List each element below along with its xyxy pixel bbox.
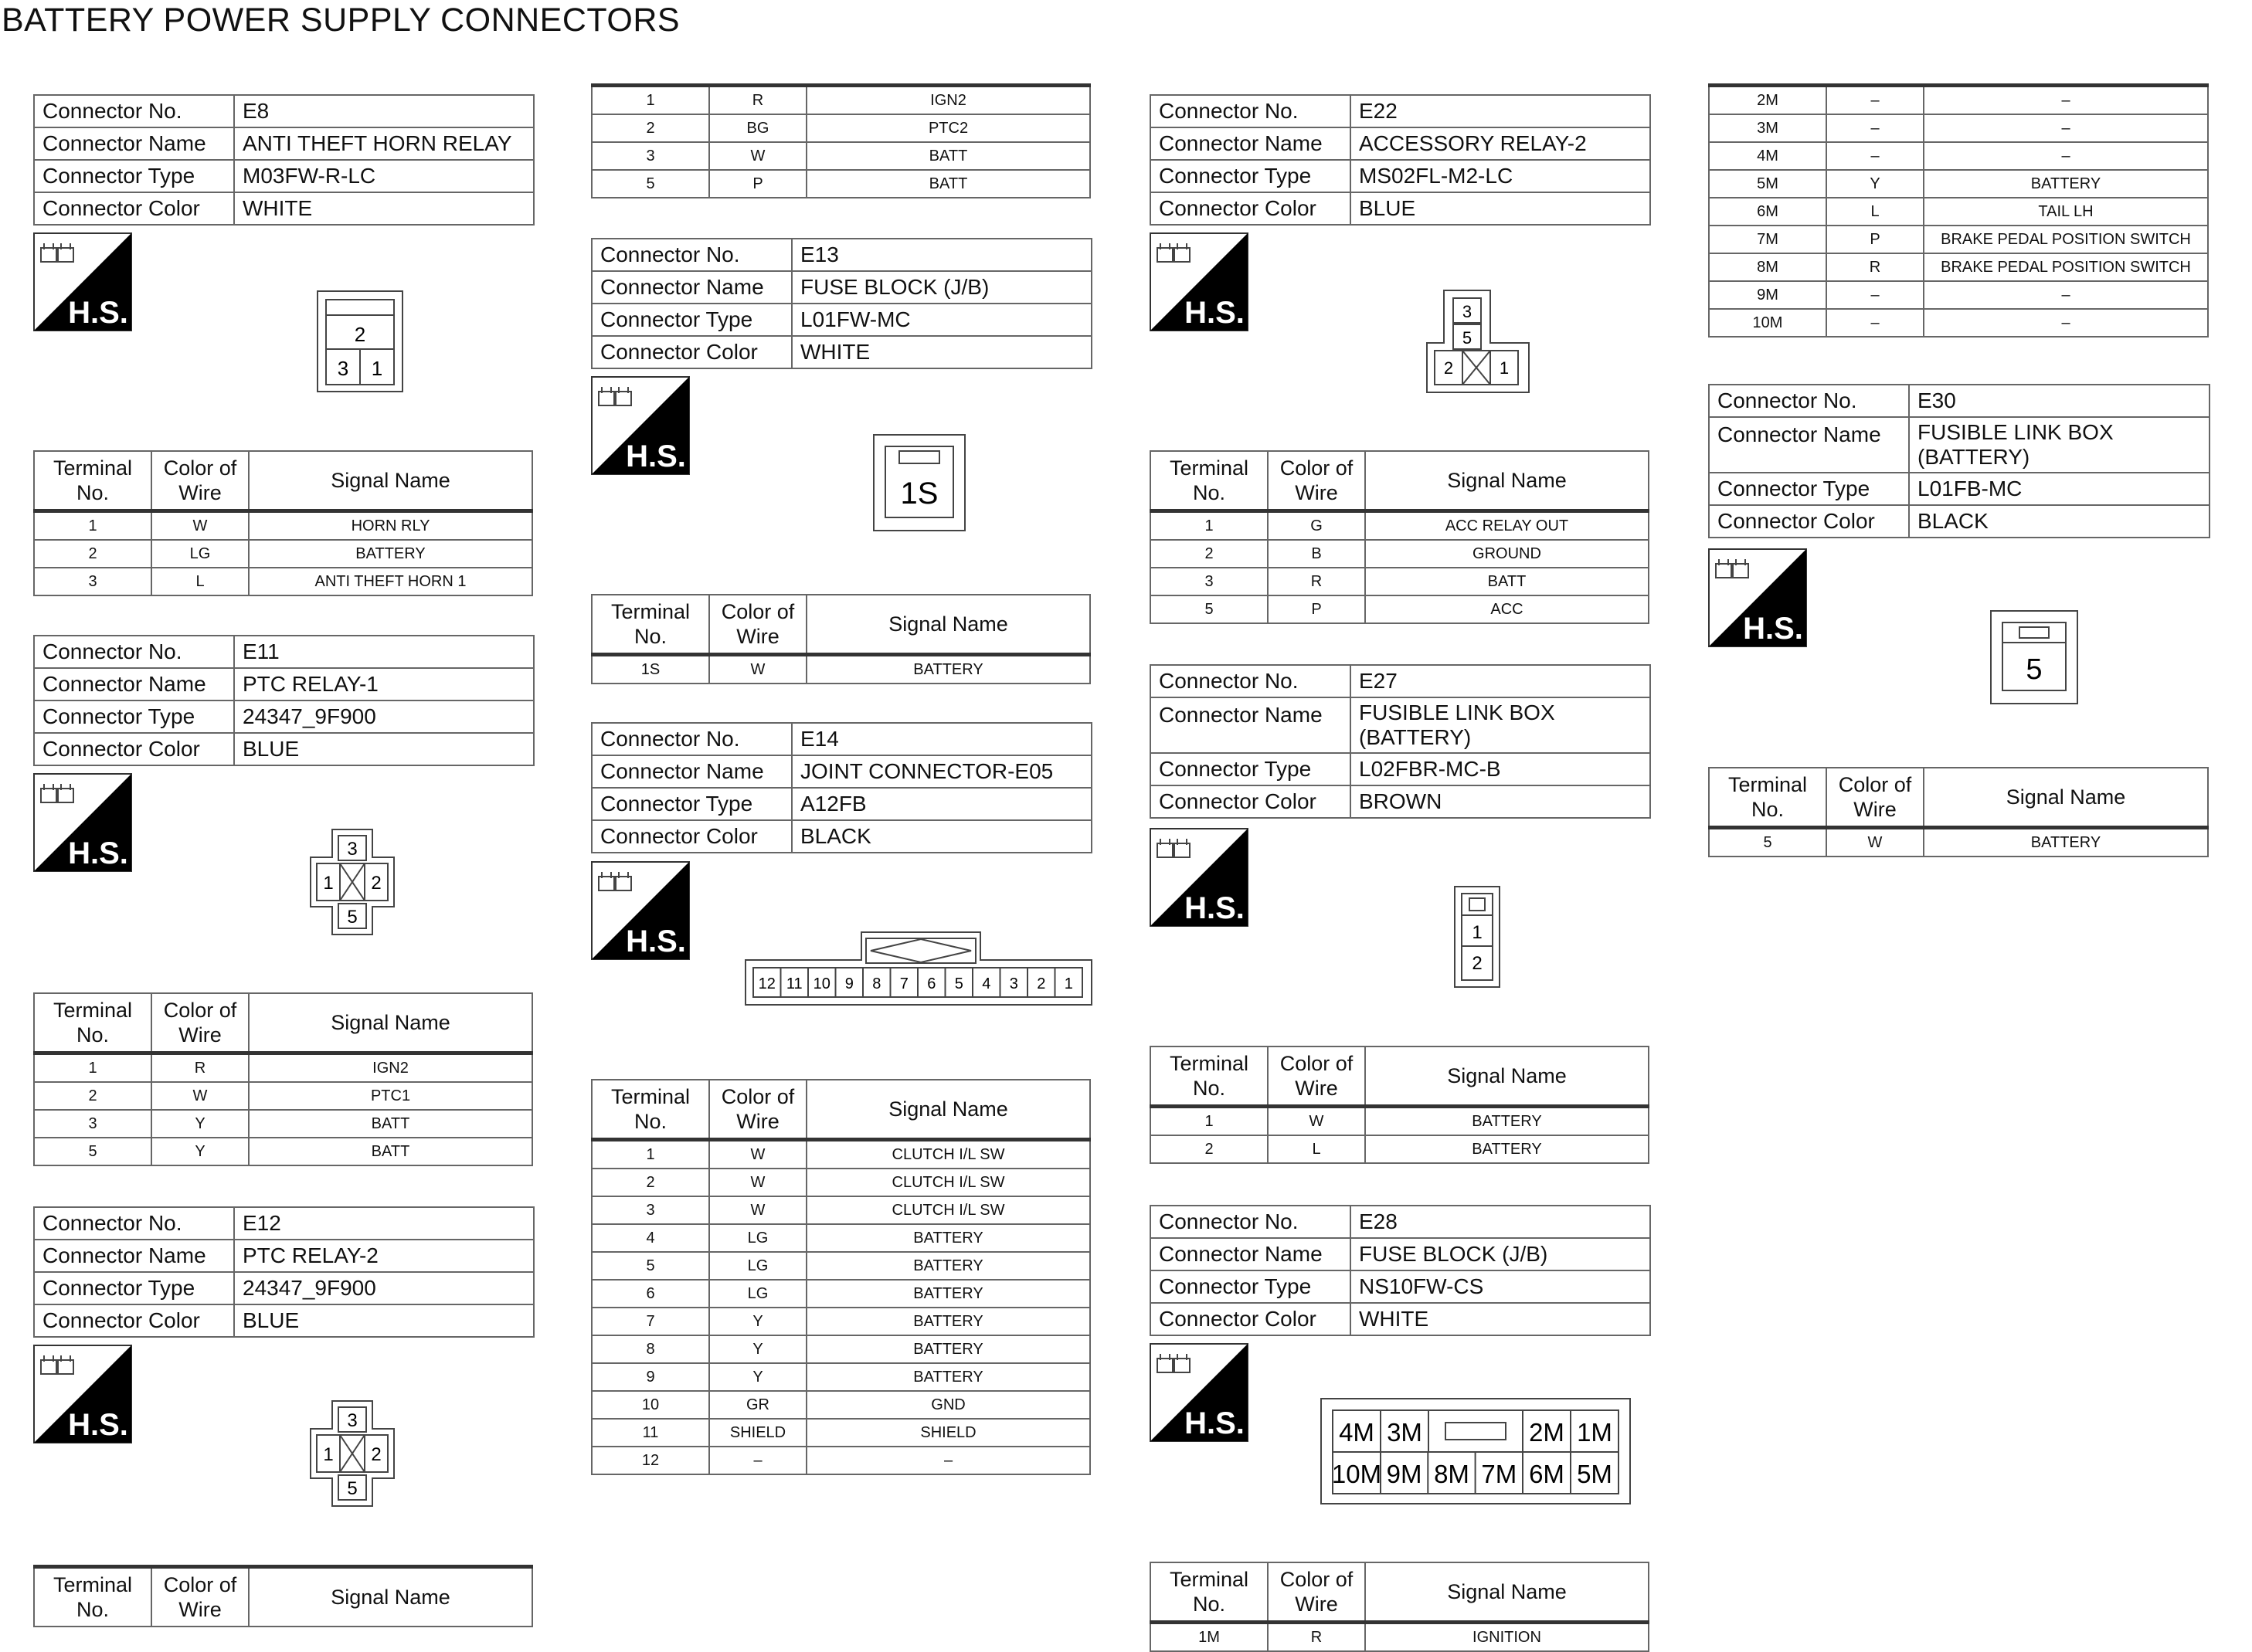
hs-label: H.S.	[68, 296, 128, 330]
connector-info-e14	[591, 722, 1092, 853]
svg-text:10M: 10M	[1331, 1460, 1382, 1488]
connector-face-e13	[871, 433, 967, 533]
svg-text:5: 5	[347, 1478, 358, 1499]
svg-text:3: 3	[1009, 975, 1018, 992]
table-row: 3 W CLUTCH I/L SW	[592, 1196, 1090, 1224]
table-row: 3M – –	[1709, 114, 2208, 142]
connector-face-e30	[1989, 609, 2080, 706]
connector-type-value: 24347_9F900	[234, 700, 534, 733]
table-row: 3 W BATT	[592, 142, 1090, 170]
label-connector-color: Connector Color	[34, 733, 234, 765]
table-row: 3 R BATT	[1150, 568, 1649, 595]
label-connector-name: Connector Name	[592, 271, 792, 304]
svg-text:3: 3	[347, 1410, 358, 1431]
table-row: 1S W BATTERY	[592, 655, 1090, 684]
table-row: 10M – –	[1709, 309, 2208, 337]
connector-face-e14	[744, 931, 1093, 1008]
table-row: 5M Y BATTERY	[1709, 170, 2208, 198]
svg-text:H.S.: H.S.	[1184, 1406, 1245, 1440]
table-row: 1 R IGN2	[592, 86, 1090, 115]
table-row: 1 W BATTERY	[1150, 1107, 1649, 1136]
table-row: 4 LG BATTERY	[592, 1224, 1090, 1252]
connector-info-e22	[1150, 94, 1651, 226]
table-row: 9M – –	[1709, 281, 2208, 309]
label-connector-no: Connector No.	[1150, 665, 1350, 697]
terminal-table-e30	[1708, 767, 2209, 857]
header-color-of-wire: Color of Wire	[151, 1567, 249, 1627]
table-row: 8 Y BATTERY	[592, 1335, 1090, 1363]
table-row: 2M – –	[1709, 86, 2208, 115]
connector-name-value: PTC RELAY-2	[234, 1240, 534, 1272]
table-row: 2 L BATTERY	[1150, 1135, 1649, 1163]
svg-text:2: 2	[371, 1444, 382, 1465]
label-connector-no: Connector No.	[592, 239, 792, 271]
connector-color-value: WHITE	[792, 336, 1092, 368]
svg-text:H.S.: H.S.	[1184, 296, 1245, 330]
table-row: 5 P BATT	[592, 170, 1090, 198]
connector-color-value: BLUE	[234, 1304, 534, 1337]
harness-side-icon	[1708, 548, 1807, 647]
svg-text:1: 1	[1064, 975, 1073, 992]
svg-text:1S: 1S	[900, 477, 939, 511]
table-row: 11 SHIELD SHIELD	[592, 1419, 1090, 1447]
svg-text:5: 5	[2026, 653, 2043, 686]
svg-text:9: 9	[844, 975, 854, 992]
table-row: 10 GR GND	[592, 1391, 1090, 1419]
connector-no-value: E22	[1350, 95, 1650, 127]
connector-name-value: FUSIBLE LINK BOX (BATTERY)	[1350, 697, 1650, 753]
svg-text:9M: 9M	[1386, 1460, 1422, 1488]
pin-label: 3	[337, 357, 349, 380]
table-row: 5 LG BATTERY	[592, 1252, 1090, 1280]
connector-type-value: NS10FW-CS	[1350, 1270, 1650, 1303]
label-connector-name: Connector Name	[1150, 697, 1350, 753]
label-connector-color: Connector Color	[1150, 192, 1350, 225]
table-row: 7M P BRAKE PEDAL POSITION SWITCH	[1709, 226, 2208, 253]
terminal-table-e13	[591, 594, 1091, 684]
label-connector-type: Connector Type	[34, 1272, 234, 1304]
connector-name-value: ANTI THEFT HORN RELAY	[234, 127, 534, 160]
table-row: 5 Y BATT	[34, 1138, 532, 1165]
connector-name-value: FUSE BLOCK (J/B)	[1350, 1238, 1650, 1270]
harness-side-icon	[1150, 828, 1248, 927]
header-color-of-wire: Color of Wire	[151, 993, 249, 1053]
svg-text:3: 3	[347, 839, 358, 860]
connector-no-value: E8	[234, 95, 534, 127]
label-connector-no: Connector No.	[592, 723, 792, 755]
connector-name-value: JOINT CONNECTOR-E05	[792, 755, 1092, 788]
connector-type-value: L01FW-MC	[792, 304, 1092, 336]
label-connector-name: Connector Name	[1709, 417, 1909, 473]
label-connector-color: Connector Color	[1150, 785, 1350, 818]
label-connector-type: Connector Type	[592, 788, 792, 820]
table-row: 1 W HORN RLY	[34, 511, 532, 541]
label-connector-no: Connector No.	[34, 1207, 234, 1240]
svg-text:6: 6	[927, 975, 936, 992]
connector-no-value: E12	[234, 1207, 534, 1240]
table-row: 1M R IGNITION	[1150, 1623, 1649, 1652]
header-color-of-wire: Color of Wire	[1826, 768, 1924, 828]
connector-no-value: E30	[1909, 385, 2210, 417]
connector-info-e12	[33, 1206, 535, 1338]
header-terminal-no: Terminal No.	[34, 1567, 151, 1627]
label-connector-no: Connector No.	[1709, 385, 1909, 417]
terminal-table-e27	[1150, 1046, 1649, 1164]
table-row: 5 W BATTERY	[1709, 828, 2208, 857]
header-color-of-wire: Color of Wire	[1268, 1046, 1365, 1107]
connector-info-e8	[33, 94, 535, 226]
table-row: 7 Y BATTERY	[592, 1308, 1090, 1335]
terminal-table-e22	[1150, 450, 1649, 624]
header-color-of-wire: Color of Wire	[1268, 1562, 1365, 1623]
header-color-of-wire: Color of Wire	[151, 451, 249, 511]
table-row: 2 LG BATTERY	[34, 540, 532, 568]
terminal-table-e12	[591, 83, 1091, 198]
label-connector-color: Connector Color	[592, 336, 792, 368]
header-terminal-no: Terminal No.	[592, 595, 709, 655]
svg-text:H.S.: H.S.	[1743, 612, 1803, 646]
connector-color-value: BLUE	[234, 733, 534, 765]
connector-type-value: M03FW-R-LC	[234, 160, 534, 192]
label-connector-color: Connector Color	[34, 1304, 234, 1337]
header-signal-name: Signal Name	[1924, 768, 2208, 828]
svg-text:6M: 6M	[1529, 1460, 1564, 1488]
connector-info-e27	[1150, 664, 1651, 819]
svg-text:10: 10	[813, 975, 830, 992]
label-connector-color: Connector Color	[1709, 505, 1909, 538]
label-connector-no: Connector No.	[1150, 1206, 1350, 1238]
header-terminal-no: Terminal No.	[34, 451, 151, 511]
header-terminal-no: Terminal No.	[1150, 1046, 1268, 1107]
harness-side-icon	[1150, 232, 1248, 331]
terminal-table-e28	[1150, 1562, 1649, 1652]
label-connector-name: Connector Name	[592, 755, 792, 788]
terminal-table-e12-header	[33, 1565, 533, 1627]
connector-no-value: E13	[792, 239, 1092, 271]
header-signal-name: Signal Name	[807, 595, 1090, 655]
connector-type-value: A12FB	[792, 788, 1092, 820]
table-row: 2 W PTC1	[34, 1082, 532, 1110]
connector-type-value: MS02FL-M2-LC	[1350, 160, 1650, 192]
connector-name-value: FUSIBLE LINK BOX (BATTERY)	[1909, 417, 2210, 473]
harness-side-icon	[591, 376, 690, 475]
svg-text:3M: 3M	[1387, 1418, 1422, 1447]
connector-face-e11	[309, 828, 396, 936]
svg-text:2: 2	[1443, 358, 1454, 378]
table-row: 8M R BRAKE PEDAL POSITION SWITCH	[1709, 253, 2208, 281]
svg-text:H.S.: H.S.	[68, 836, 128, 870]
header-terminal-no: Terminal No.	[1150, 451, 1268, 511]
label-connector-name: Connector Name	[1150, 1238, 1350, 1270]
table-row: 1 R IGN2	[34, 1053, 532, 1083]
svg-text:2: 2	[371, 873, 382, 894]
connector-info-e11	[33, 635, 535, 766]
pin-label: 2	[354, 323, 366, 346]
svg-text:8M: 8M	[1434, 1460, 1469, 1488]
label-connector-type: Connector Type	[1150, 160, 1350, 192]
header-signal-name: Signal Name	[807, 1080, 1090, 1140]
svg-text:1M: 1M	[1577, 1418, 1612, 1447]
svg-text:H.S.: H.S.	[1184, 891, 1245, 925]
table-row: 3 Y BATT	[34, 1110, 532, 1138]
connector-name-value: FUSE BLOCK (J/B)	[792, 271, 1092, 304]
terminal-table-e11	[33, 992, 533, 1166]
connector-face-e28	[1319, 1396, 1632, 1506]
table-row: 1 W CLUTCH I/L SW	[592, 1140, 1090, 1169]
harness-side-icon	[33, 232, 132, 331]
label-connector-type: Connector Type	[592, 304, 792, 336]
svg-text:5: 5	[1462, 328, 1472, 348]
connector-type-value: L01FB-MC	[1909, 473, 2210, 505]
connector-color-value: BLACK	[792, 820, 1092, 853]
table-row: 4M – –	[1709, 142, 2208, 170]
harness-side-icon	[33, 773, 132, 872]
header-color-of-wire: Color of Wire	[1268, 451, 1365, 511]
label-connector-no: Connector No.	[1150, 95, 1350, 127]
header-signal-name: Signal Name	[1365, 1046, 1649, 1107]
table-row: 9 Y BATTERY	[592, 1363, 1090, 1391]
header-signal-name: Signal Name	[249, 451, 532, 511]
header-color-of-wire: Color of Wire	[709, 595, 807, 655]
label-connector-name: Connector Name	[34, 668, 234, 700]
connector-name-value: ACCESSORY RELAY-2	[1350, 127, 1650, 160]
page-title: BATTERY POWER SUPPLY CONNECTORS	[2, 2, 681, 39]
header-signal-name: Signal Name	[249, 993, 532, 1053]
svg-text:3: 3	[1462, 302, 1472, 321]
label-connector-name: Connector Name	[34, 1240, 234, 1272]
pin-label: 1	[371, 357, 383, 380]
table-row: 6 LG BATTERY	[592, 1280, 1090, 1308]
label-connector-type: Connector Type	[1709, 473, 1909, 505]
label-connector-color: Connector Color	[592, 820, 792, 853]
harness-side-icon	[591, 861, 690, 960]
table-row: 2 B GROUND	[1150, 540, 1649, 568]
label-connector-type: Connector Type	[1150, 1270, 1350, 1303]
svg-text:4M: 4M	[1339, 1418, 1374, 1447]
connector-face-e12	[309, 1399, 396, 1508]
svg-text:2M: 2M	[1529, 1418, 1564, 1447]
svg-text:1: 1	[1499, 358, 1510, 378]
svg-text:11: 11	[786, 975, 803, 992]
label-connector-color: Connector Color	[1150, 1303, 1350, 1335]
connector-no-value: E27	[1350, 665, 1650, 697]
svg-text:H.S.: H.S.	[626, 439, 686, 473]
connector-color-value: WHITE	[234, 192, 534, 225]
connector-color-value: BLACK	[1909, 505, 2210, 538]
harness-side-icon	[33, 1345, 132, 1443]
svg-text:8: 8	[872, 975, 881, 992]
connector-type-value: L02FBR-MC-B	[1350, 753, 1650, 785]
svg-text:1: 1	[1472, 922, 1483, 943]
label-connector-type: Connector Type	[34, 700, 234, 733]
header-terminal-no: Terminal No.	[1150, 1562, 1268, 1623]
connector-color-value: WHITE	[1350, 1303, 1650, 1335]
header-signal-name: Signal Name	[1365, 1562, 1649, 1623]
connector-color-value: BLUE	[1350, 192, 1650, 225]
svg-text:5: 5	[954, 975, 963, 992]
table-row: 2 W CLUTCH I/L SW	[592, 1169, 1090, 1196]
svg-text:1: 1	[323, 873, 334, 894]
table-row: 2 BG PTC2	[592, 114, 1090, 142]
header-color-of-wire: Color of Wire	[709, 1080, 807, 1140]
label-connector-name: Connector Name	[1150, 127, 1350, 160]
connector-color-value: BROWN	[1350, 785, 1650, 818]
table-row: 5 P ACC	[1150, 595, 1649, 623]
connector-info-e30	[1708, 384, 2210, 538]
svg-text:7: 7	[899, 975, 909, 992]
connector-type-value: 24347_9F900	[234, 1272, 534, 1304]
table-row: 12 – –	[592, 1447, 1090, 1474]
label-connector-color: Connector Color	[34, 192, 234, 225]
terminal-table-e14	[591, 1079, 1091, 1475]
svg-text:7M: 7M	[1481, 1460, 1517, 1488]
svg-text:5: 5	[347, 907, 358, 928]
svg-text:12: 12	[758, 975, 776, 992]
header-terminal-no: Terminal No.	[592, 1080, 709, 1140]
connector-no-value: E11	[234, 636, 534, 668]
header-signal-name: Signal Name	[249, 1567, 532, 1627]
svg-text:H.S.: H.S.	[626, 924, 686, 958]
svg-text:2: 2	[1037, 975, 1046, 992]
connector-no-value: E14	[792, 723, 1092, 755]
label-connector-no: Connector No.	[34, 95, 234, 127]
label-connector-type: Connector Type	[1150, 753, 1350, 785]
label-connector-no: Connector No.	[34, 636, 234, 668]
svg-text:1: 1	[323, 1444, 334, 1465]
harness-side-icon	[1150, 1343, 1248, 1442]
header-terminal-no: Terminal No.	[34, 993, 151, 1053]
connector-face-e27	[1452, 884, 1502, 989]
label-connector-type: Connector Type	[34, 160, 234, 192]
terminal-table-e28-continued	[1708, 83, 2209, 338]
header-signal-name: Signal Name	[1365, 451, 1649, 511]
table-row: 6M L TAIL LH	[1709, 198, 2208, 226]
svg-text:H.S.: H.S.	[68, 1408, 128, 1442]
connector-no-value: E28	[1350, 1206, 1650, 1238]
svg-text:5M: 5M	[1577, 1460, 1612, 1488]
connector-face-e8	[315, 289, 406, 395]
table-row: 3 L ANTI THEFT HORN 1	[34, 568, 532, 595]
header-terminal-no: Terminal No.	[1709, 768, 1826, 828]
connector-info-e28	[1150, 1205, 1651, 1336]
connector-face-e22	[1425, 289, 1532, 395]
label-connector-name: Connector Name	[34, 127, 234, 160]
connector-info-e13	[591, 238, 1092, 369]
connector-name-value: PTC RELAY-1	[234, 668, 534, 700]
svg-text:4: 4	[982, 975, 991, 992]
table-row: 1 G ACC RELAY OUT	[1150, 511, 1649, 541]
svg-text:2: 2	[1472, 953, 1483, 974]
terminal-table-e8	[33, 450, 533, 596]
